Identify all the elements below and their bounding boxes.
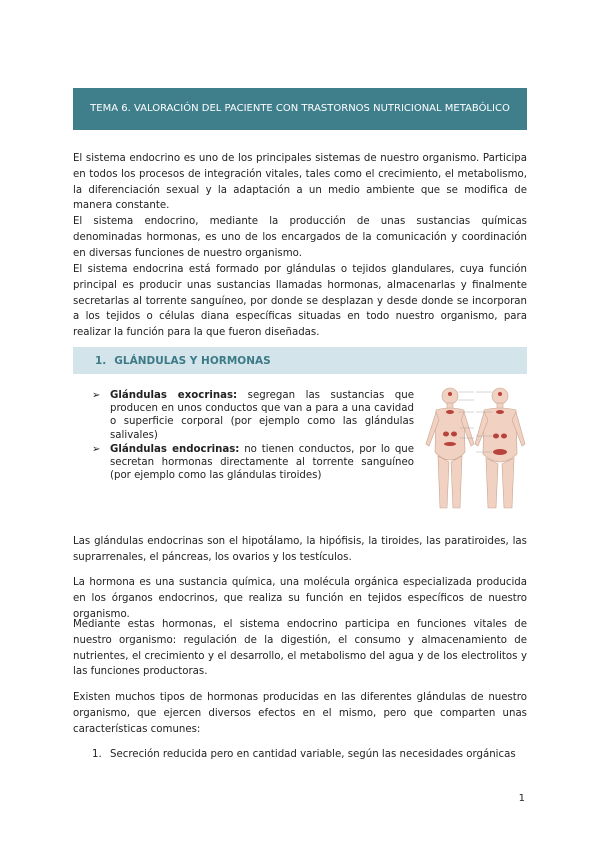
intro-paragraph-1: El sistema endocrino es uno de los principales sistemas de nuestro organismo. Participa en todos los procesos de integración vitales, tales como el crecimiento, el metabolismo, la diferenciación sexual y la adaptación a un medio ambiente que se modifica de manera constante. bbox=[73, 153, 527, 212]
section-title: GLÁNDULAS Y HORMONAS bbox=[114, 354, 271, 367]
body-paragraph-2: La hormona es una sustancia química, una molécula orgánica especializada producida en los órganos endocrinos, que realiza su función en tejidos específicos de nuestro organismo. bbox=[73, 577, 527, 620]
body-paragraph-4: Existen muchos tipos de hormonas producidas en las diferentes glándulas de nuestro organismo, que ejercen diversos efectos en el mismo, pero que comparten unas características comunes: bbox=[73, 692, 527, 735]
arrow-bullet-icon: ➢ bbox=[92, 390, 101, 401]
section-heading bbox=[73, 347, 527, 374]
section-number: 1. bbox=[95, 354, 107, 367]
page-number: 1 bbox=[518, 793, 525, 804]
body-paragraph-3: Mediante estas hormonas, el sistema endocrino participa en funciones vitales de nuestro organismo: regulación de la digestión, el consumo y almacenamiento de nutrientes, el crecimiento y el desarrollo, el metabolismo del agua y de los electrolitos y las funciones productoras. bbox=[73, 619, 527, 678]
intro-paragraph-3: El sistema endocrina está formado por glándulas o tejidos glandulares, cuya función principal es producir unas sustancias llamadas hormonas, almacenarlas y finalmente secretarlas al torrente sanguíneo, por donde se desplazan y desde donde se incorporan a los tejidos o células diana específicas situadas en todo nuestro organismo, para realizar la función para la que fueron diseñadas. bbox=[73, 264, 527, 339]
bullet-term: Glándulas exocrinas: bbox=[110, 390, 238, 401]
list-item bbox=[92, 443, 414, 483]
list-item-text: Secreción reducida pero en cantidad variable, según las necesidades orgánicas bbox=[110, 749, 516, 760]
body-paragraph-1: Las glándulas endocrinas son el hipotálamo, la hipófisis, la tiroides, las paratiroides, las suprarrenales, el páncreas, los ovarios y los testículos. bbox=[73, 536, 527, 563]
list-item bbox=[92, 389, 414, 442]
bullet-term: Glándulas endocrinas: bbox=[110, 443, 240, 455]
intro-paragraph-2: El sistema endocrino, mediante la producción de unas sustancias químicas denominadas hormonas, es uno de los encargados de la comunicación y coordinación en diversas funciones de nuestro organismo. bbox=[73, 216, 527, 259]
bullet-text: segregan las sustancias que producen en unos conductos que van a para a una cavidad o superficie corporal (por ejemplo como las glándulas salivales) bbox=[110, 390, 414, 441]
gland-types-list bbox=[92, 389, 414, 483]
endocrine-system-illustration bbox=[418, 382, 530, 512]
arrow-bullet-icon: ➢ bbox=[92, 443, 101, 455]
document-title-text: TEMA 6. VALORACIÓN DEL PACIENTE CON TRASTORNOS NUTRICIONAL METABÓLICO bbox=[90, 103, 510, 114]
bullet-text: no tienen conductos, por lo que secretan hormonas directamente al torrente sanguíneo (por ejemplo como las glándulas tiroides) bbox=[110, 443, 415, 482]
list-number: 1. bbox=[92, 749, 102, 760]
numbered-list-item bbox=[92, 748, 516, 762]
document-title bbox=[73, 88, 527, 130]
